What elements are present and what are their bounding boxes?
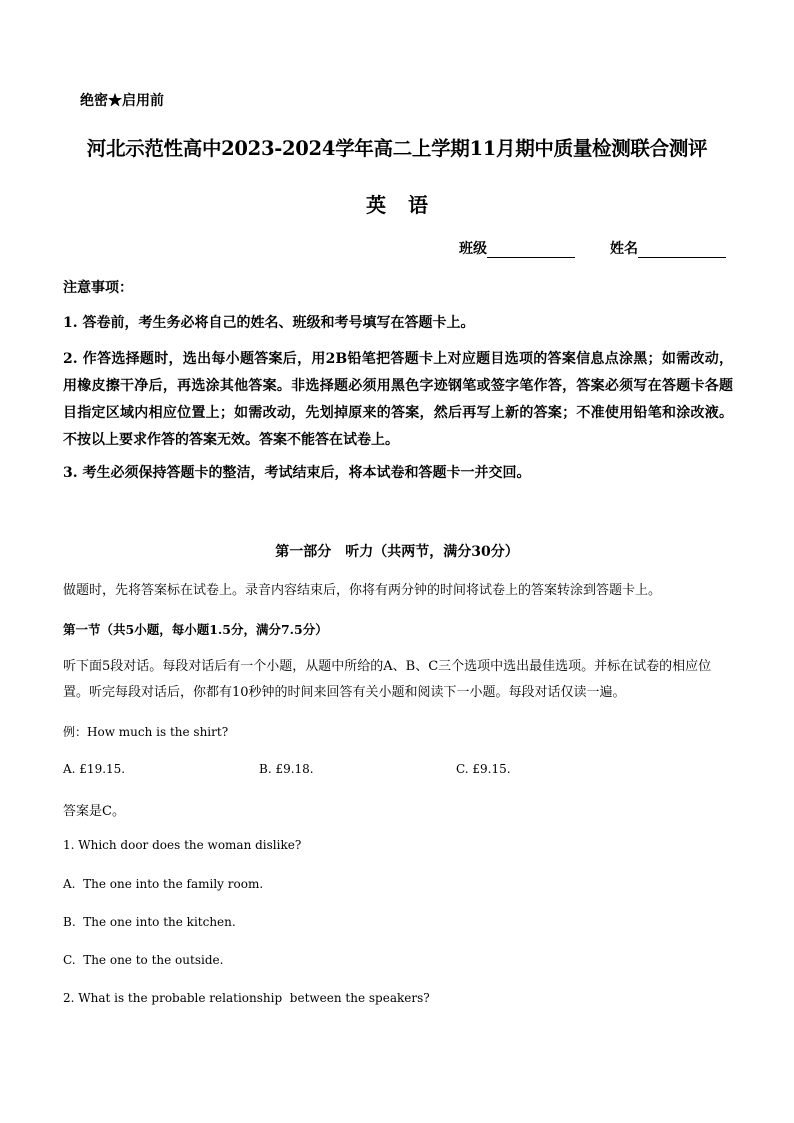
name-blank[interactable] — [638, 241, 726, 258]
name-field — [610, 238, 726, 258]
example-question: 例：How much is the shirt? — [63, 725, 229, 739]
question-1-option-c: C. The one to the outside. — [63, 953, 224, 967]
exam-title: 河北示范性高中2023-2024学年高二上学期11月期中质量检测联合测评 — [86, 137, 708, 160]
question-1: 1. Which door does the woman dislike? — [63, 838, 302, 852]
class-blank[interactable] — [487, 241, 575, 258]
question-1-option-a: A. The one into the family room. — [63, 877, 264, 891]
subject-char-2: 语 — [408, 193, 428, 217]
part1-instruction: 做题时，先将答案标在试卷上。录音内容结束后，你将有两分钟的时间将试卷上的答案转涂到答题卡上。 — [63, 583, 662, 598]
question-1-option-b: B. The one into the kitchen. — [63, 915, 236, 929]
example-answer: 答案是C。 — [63, 804, 125, 819]
example-option-a: A. £19.15. — [63, 762, 126, 776]
confidential-mark: 绝密★启用前 — [80, 93, 164, 109]
notice-heading: 注意事项： — [63, 280, 133, 296]
subject-title — [0, 189, 794, 218]
notice-item-3: 3. 考生必须保持答题卡的整洁，考试结束后，将本试卷和答题卡一并交回。 — [63, 465, 531, 481]
section1-heading: 第一节（共5小题，每小题1.5分，满分7.5分） — [63, 622, 328, 637]
notice-item-2: 2. 作答选择题时，选出每小题答案后，用2B铅笔把答题卡上对应题目选项的答案信息点涂黑；如需改动，用橡皮擦干净后，再选涂其他答案。非选择题必须用黑色字迹钢笔或签字笔作答，答案必须写在答题卡各题目指定区域内相应位置上；如需改动，先划掉原来的答案，然后再写上新的答案；不准使用铅笔和涂改液。不按以上要求作答的答案无效。答案不能答在试卷上。 — [63, 351, 733, 448]
part1-heading: 第一部分 听力（共两节，满分30分） — [275, 544, 519, 560]
example-option-b: B. £9.18. — [259, 762, 314, 776]
question-2: 2. What is the probable relationship between the speakers? — [63, 991, 430, 1005]
example-option-c: C. £9.15. — [456, 762, 511, 776]
class-field — [459, 238, 575, 258]
section1-instruction: 听下面5段对话。每段对话后有一个小题，从题中所给的A、B、C三个选项中选出最佳选项。并标在试卷的相应位置。听完每段对话后，你都有10秒钟的时间来回答有关小题和阅读下一小题。每段对话仅读一遍。 — [63, 659, 712, 700]
name-label: 姓名 — [610, 241, 638, 257]
class-label: 班级 — [459, 241, 487, 257]
subject-char-1: 英 — [366, 193, 386, 217]
notice-item-1: 1. 答卷前，考生务必将自己的姓名、班级和考号填写在答题卡上。 — [63, 315, 475, 331]
